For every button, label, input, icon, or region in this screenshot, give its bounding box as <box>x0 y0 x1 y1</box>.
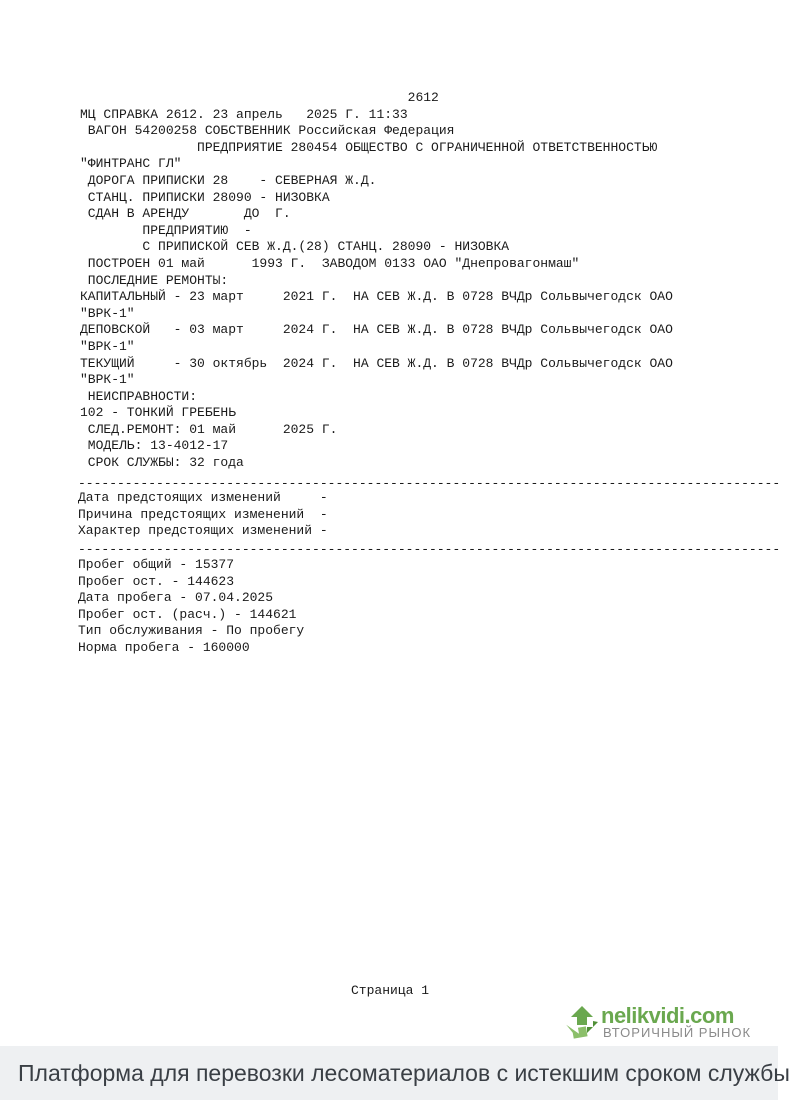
page-number: Страница 1 <box>351 983 430 998</box>
document-line: ПОСТРОЕН 01 май 1993 Г. ЗАВОДОМ 0133 ОАО "Днепровагонмаш" <box>80 255 580 271</box>
mileage-block <box>78 557 304 657</box>
document-line: Характер предстоящих изменений - <box>78 523 328 539</box>
watermark-logo <box>563 1003 763 1043</box>
document-line: 2612 <box>80 90 439 105</box>
certificate-header-block <box>80 90 673 472</box>
document-line: МЦ СПРАВКА 2612. 23 апрель 2025 Г. 11:33 <box>80 106 408 122</box>
document-line: Дата предстоящих изменений - <box>78 490 328 505</box>
document-line: Пробег ост. - 144623 <box>78 573 235 589</box>
document-line: Пробег ост. (расч.) - 144621 <box>78 606 297 622</box>
watermark-brand: nelikvidi.com <box>601 1003 734 1028</box>
document-line: ПРЕДПРИЯТИЕ 280454 ОБЩЕСТВО С ОГРАНИЧЕННОЙ ОТВЕТСТВЕННОСТЬЮ <box>80 139 658 155</box>
document-line: Норма пробега - 160000 <box>78 639 250 655</box>
document-line: СТАНЦ. ПРИПИСКИ 28090 - НИЗОВКА <box>80 189 330 205</box>
document-line: "ВРК-1" <box>80 372 135 388</box>
document-line: Пробег общий - 15377 <box>78 557 235 572</box>
document-line: Дата пробега - 07.04.2025 <box>78 590 274 606</box>
document-line: СРОК СЛУЖБЫ: 32 года <box>80 455 244 471</box>
document-line: СДАН В АРЕНДУ ДО Г. <box>80 206 291 222</box>
document-line: "ВРК-1" <box>80 305 135 321</box>
document-line: 102 - ТОНКИЙ ГРЕБЕНЬ <box>80 405 237 421</box>
separator-line: ------------------------------------------------------------------------------------------ <box>78 542 781 557</box>
caption-bar <box>0 1046 790 1100</box>
document-line: ДЕПОВСКОЙ - 03 март 2024 Г. НА СЕВ Ж.Д. В 0728 ВЧДр Сольвычегодск ОАО <box>80 322 673 338</box>
upcoming-changes-block <box>78 490 328 540</box>
document-line: ДОРОГА ПРИПИСКИ 28 - СЕВЕРНАЯ Ж.Д. <box>80 172 377 188</box>
document-line: С ПРИПИСКОЙ СЕВ Ж.Д.(28) СТАНЦ. 28090 - НИЗОВКА <box>80 239 510 255</box>
document-line: "ФИНТРАНС ГЛ" <box>80 156 182 172</box>
document-line: Тип обслуживания - По пробегу <box>78 623 305 639</box>
document-line: КАПИТАЛЬНЫЙ - 23 март 2021 Г. НА СЕВ Ж.Д. В 0728 ВЧДр Сольвычегодск ОАО <box>80 289 673 305</box>
document-line: Причина предстоящих изменений - <box>78 506 328 522</box>
document-line: МОДЕЛЬ: 13-4012-17 <box>80 438 229 454</box>
separator-line: ------------------------------------------------------------------------------------------ <box>78 476 781 491</box>
image-caption: Платформа для перевозки лесоматериалов с истекшим сроком службы <box>18 1060 790 1086</box>
document-line: СЛЕД.РЕМОНТ: 01 май 2025 Г. <box>80 421 338 437</box>
document-line: ВАГОН 54200258 СОБСТВЕННИК Российская Федерация <box>80 123 455 139</box>
watermark-tagline: ВТОРИЧНЫЙ РЫНОК <box>603 1025 752 1040</box>
document-line: ТЕКУЩИЙ - 30 октябрь 2024 Г. НА СЕВ Ж.Д. В 0728 ВЧДр Сольвычегодск ОАО <box>80 355 673 371</box>
document-line: ПОСЛЕДНИЕ РЕМОНТЫ: <box>80 272 229 288</box>
recycle-arrows-icon <box>563 1003 601 1041</box>
document-line: "ВРК-1" <box>80 338 135 354</box>
document-line: НЕИСПРАВНОСТИ: <box>80 388 198 404</box>
document-line: ПРЕДПРИЯТИЮ - <box>80 222 252 238</box>
